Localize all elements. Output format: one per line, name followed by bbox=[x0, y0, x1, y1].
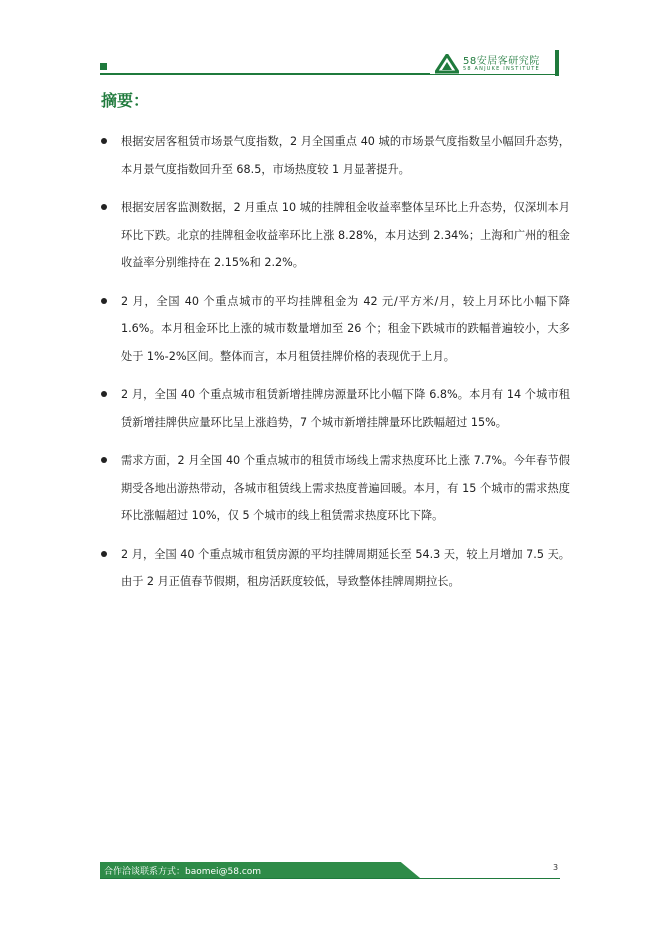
list-item bbox=[100, 288, 570, 371]
list-item bbox=[100, 194, 570, 277]
bullet-dot-icon bbox=[101, 138, 107, 144]
header-rule bbox=[100, 73, 430, 75]
list-item-text: 2 月，全国 40 个重点城市租赁新增挂牌房源量环比小幅下降 6.8%。本月有 14 个城市租赁新增挂牌供应量环比呈上涨趋势，7 个城市新增挂牌量环比跌幅超过 15%。 bbox=[121, 388, 570, 429]
header-side-bar bbox=[555, 50, 559, 76]
bullet-dot-icon bbox=[101, 551, 107, 557]
list-item-text: 根据安居客监测数据，2 月重点 10 城的挂牌租金收益率整体呈环比上升态势，仅深圳本月环比下跌。北京的挂牌租金收益率环比上涨 8.28%，本月达到 2.34%；上海和广州的租金收益率分别维持在 2.15%和 2.2%。 bbox=[121, 201, 570, 269]
list-item bbox=[100, 128, 570, 183]
header-square-marker bbox=[100, 63, 107, 70]
logo-text-cn: 58安居客研究院 bbox=[463, 56, 540, 67]
list-item-text: 根据安居客租赁市场景气度指数，2 月全国重点 40 城的市场景气度指数呈小幅回升态势，本月景气度指数回升至 68.5，市场热度较 1 月显著提升。 bbox=[121, 135, 570, 176]
page-number: 3 bbox=[553, 863, 559, 872]
list-item-text: 需求方面，2 月全国 40 个重点城市的租赁市场线上需求热度环比上涨 7.7%。今年春节假期受各地出游热带动，各城市租赁线上需求热度普遍回暖。本月，有 15 个城市的需求热度环比涨幅超过 10%，仅 5 个城市的线上租赁需求热度环比下降。 bbox=[121, 454, 570, 522]
bullet-dot-icon bbox=[101, 391, 107, 397]
bullet-dot-icon bbox=[101, 204, 107, 210]
summary-list bbox=[100, 128, 570, 607]
list-item bbox=[100, 447, 570, 530]
list-item-text: 2 月，全国 40 个重点城市租赁房源的平均挂牌周期延长至 54.3 天，较上月增加 7.5 天。由于 2 月正值春节假期，租房活跃度较低，导致整体挂牌周期拉长。 bbox=[121, 547, 570, 588]
header-rule-thin bbox=[430, 74, 558, 75]
list-item-text: 2 月，全国 40 个重点城市的平均挂牌租金为 42 元/平方米/月，较上月环比小幅下降 1.6%。本月租金环比上涨的城市数量增加至 26 个；租金下跌城市的跌幅普遍较小，大多处于 1%-2%区间。整体而言，本月租赁挂牌价格的表现优于上月。 bbox=[121, 294, 570, 363]
footer-contact[interactable]: 合作洽谈联系方式：baomei@58.com bbox=[104, 867, 262, 877]
page-title: 摘要： bbox=[101, 91, 150, 110]
logo-text-en: 58 ANJUKE INSTITUTE bbox=[463, 66, 540, 72]
bullet-dot-icon bbox=[101, 457, 107, 463]
footer-rule bbox=[100, 878, 560, 879]
list-item bbox=[100, 381, 570, 436]
bullet-dot-icon bbox=[101, 298, 107, 304]
logo-roof-icon bbox=[435, 54, 459, 74]
list-item bbox=[100, 541, 570, 596]
